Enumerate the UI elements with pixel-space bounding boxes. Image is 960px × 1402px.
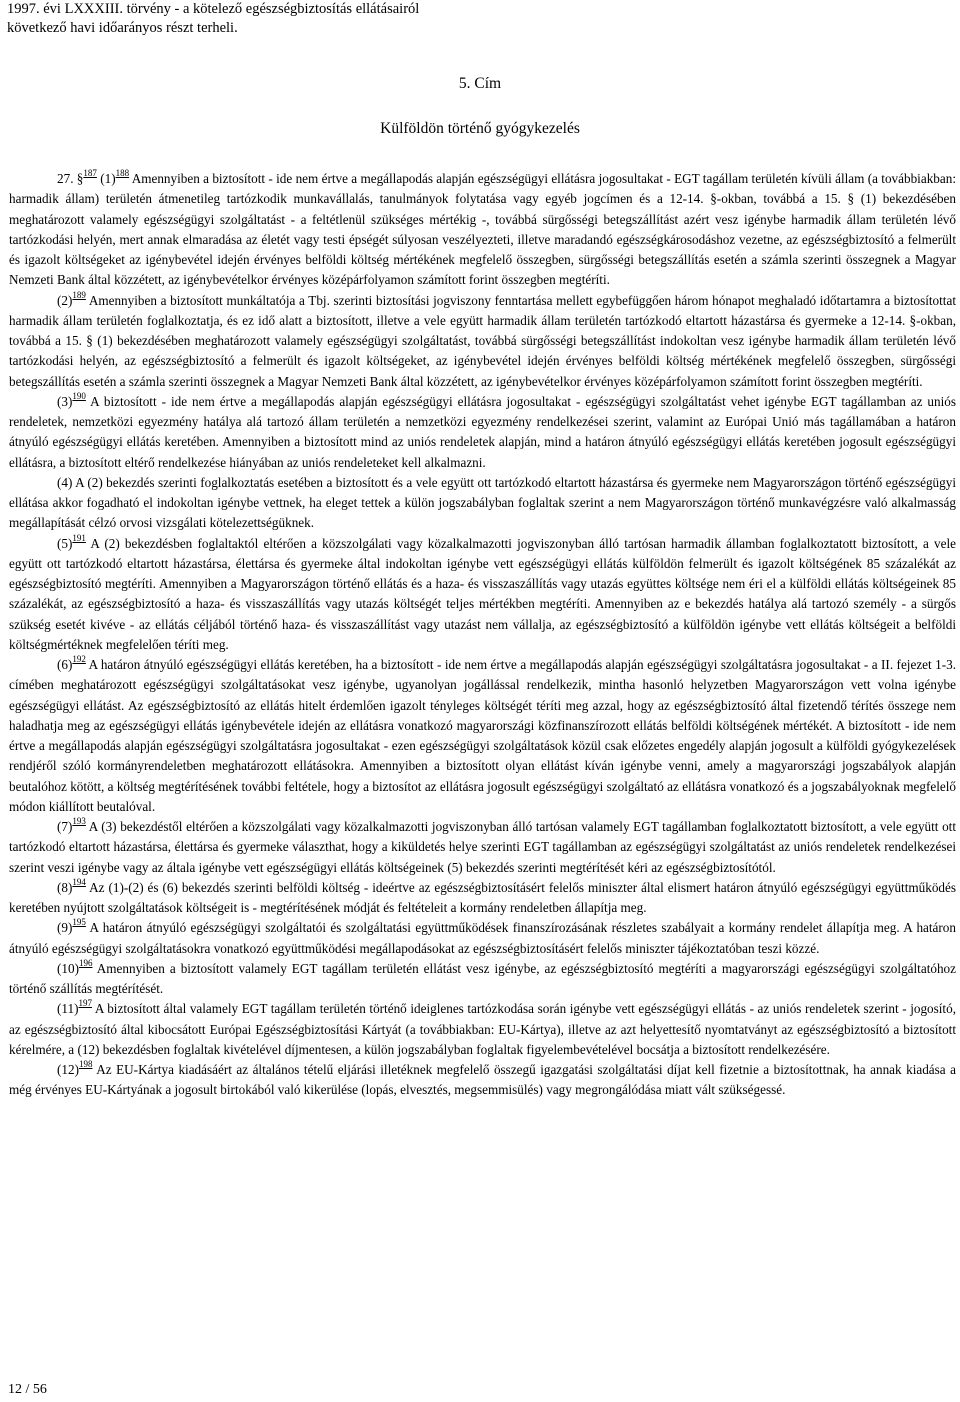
paragraph-prefix: 27. § (57, 171, 84, 186)
footnote-ref[interactable]: 198 (78, 1059, 93, 1069)
paragraph-label: (10) (57, 960, 79, 976)
paragraph-text: Az (1)-(2) és (6) bekezdés szerinti belföldi költség - ideértve az egészségbiztosításért felelős miniszter által elismert határon átnyúló egészségügyi együttműködés keretében nyújtott szolgáltatások költségeit is - megtérítésének módját és feltételeit a kormány rendeletben állapítja meg. (9, 879, 956, 915)
paragraph-text: Az EU-Kártya kiadásáért az általános tételű eljárási illetéknek megfelelő összegű igazgatási szolgáltatási díjat kell fizetnie a biztosítottnak, ha annak kiadása a még érvényes EU-Kártyának a jogosult birtokából való kikerülése (lopás, elvesztés, megsemmisülés) vagy megrongálódása miatt vált szükségessé. (9, 1062, 956, 1098)
paragraph-label: (3) (57, 393, 73, 409)
paragraph-10 (9, 959, 956, 1000)
paragraph-label: (1) (96, 171, 116, 186)
paragraph-text: A biztosított - ide nem értve a megállapodás alapján egészségügyi ellátásra jogosultakat - egészségügyi szolgáltatást vehet igénybe EGT tagállamban az uniós rendeletek, nemzetközi egyezmény hatálya alá tartozó állam területén a nemzetközi egyezmény rendelkezései szerint, valamint az Európai Unió más tagállamában a határon átnyúló egészségügyi ellátás keretében. Amennyiben a biztosított mind az uniós rendeletek alapján, mind a határon átnyúló egészségügyi ellátás keretében jogosult egészségügyi ellátásra, a biztosított eltérő rendelkezése hiányában az uniós rendeleteket kell alkalmazni. (9, 393, 956, 470)
paragraph-text: A határon átnyúló egészségügyi ellátás keretében, ha a biztosított - ide nem értve a megállapodás alapján egészségügyi szolgáltatásra jogosultakat - a II. fejezet 1-3. címében meghatározott egészségügyi szolgáltatásokat vesz igénybe, ugyanolyan jogállással rendelkezik, mintha hasonló helyzetben Magyarországon vett volna igénybe egészségügyi ellátást. Az egészségbiztosító az ellátás hitelt érdemlően igazolt tényleges költségét téríti meg azzal, hogy az egészségbiztosító által fizetendő térítés összege nem haladhatja meg az egészségügyi ellátás igénybevétele idején az ellátásra vonatkozó magyarországi közfinanszírozott ellátás belföldi költségének mértékét. A biztosított - ide nem értve a megállapodás alapján egészségügyi szolgáltatásra jogosultakat - ezen egészségügyi szolgáltatások közül csak előzetes engedély alapján jogosult a külföldi gyógykezelések rendjéről szóló kormányrendeletben meghatározott ellátásokra. Amennyiben a biztosított olyan ellátást kíván igénybe venni, amely a magyarországi jogszabályok alapján beutalóhoz kötött, a költség megtérítésének további feltétele, hogy a biztosítot az ellátásra jogosult egészségügyi szolgáltató az ellátásra vonatkozó és a jogszabályoknak megfelelő módon kiállított beutalóval. (9, 657, 956, 814)
paragraph-1 (9, 169, 956, 291)
footnote-ref[interactable]: 194 (72, 876, 86, 887)
paragraph-text: Amennyiben a biztosított - ide nem értve a megállapodás alapján egészségügyi ellátásra jogosultakat - EGT tagállam területén kívüli állam (a továbbiakban: harmadik állam) területén átmenetileg tartózkodik munkavállalás, tanulmányok folytatása vagy egyéb jogcímen és a 12-14. §-okban, továbbá a 15. § (1) bekezdésében meghatározott valamely egészségügyi szolgáltatást - a feltétlenül szükséges mértékig -, továbbá sürgősségi betegszállítást azért vesz igénybe harmadik állam területén lévő tartózkodási helyén, mert annak elmaradása az életét vagy testi épségét súlyosan veszélyezteti, illetve maradandó egészségkárosodáshoz vezetne, az egészségbiztosító a felmerült és igazolt költségeket az igénybevétel idején érvényes belföldi költség mértékének megfelelő összegben, sürgősségi betegszállítás esetén a számla szerinti összegnek a Magyar Nemzeti Bank által közzétett, az igénybevételkor érvényes középárfolyamon számított forint összegben megtéríti. (9, 171, 956, 288)
paragraph-text: Amennyiben a biztosított valamely EGT tagállam területén ellátást vesz igénybe, az egészségbiztosító megtéríti a magyarországi egészségügyi szolgáltatóhoz történő szállítás megtérítését. (9, 960, 956, 996)
footnote-ref[interactable]: 196 (78, 957, 93, 968)
paragraph-label: (2) (57, 292, 73, 308)
paragraph-label: (4) (57, 474, 73, 490)
footnote-ref[interactable]: 187 (83, 168, 97, 178)
paragraph-label: (7) (57, 819, 73, 834)
document-body (9, 169, 956, 1101)
paragraph-8 (9, 878, 956, 919)
header-line-1: 1997. évi LXXXIII. törvény - a kötelező egészségbiztosítás ellátásairól (7, 1, 420, 17)
paragraph-label: (5) (57, 535, 73, 551)
footnote-ref[interactable]: 190 (72, 390, 86, 401)
paragraph-4 (9, 473, 956, 534)
footnote-ref[interactable]: 189 (72, 289, 86, 300)
footnote-ref[interactable]: 191 (72, 532, 86, 543)
paragraph-text: A (2) bekezdés szerinti foglalkoztatás esetében a biztosított és a vele együtt ott tartózkodó eltartott házastársa és gyermeke nem Magyarországon történő egészségügyi ellátása akkor fogadható el indokoltan igénybe vettnek, ha eleget tettek a külön jogszabályban foglaltak szerint a nem Magyarországon történő munkavégzésre való alkalmasság megállapítását célzó orvosi vizsgálati kötelezettségüknek. (9, 474, 956, 531)
paragraph-12 (9, 1060, 956, 1101)
paragraph-text: A (2) bekezdésben foglaltaktól eltérően a közszolgálati vagy közalkalmazotti jogviszonyban álló tartósan harmadik államban foglalkoztatott biztosított, a vele együtt ott tartózkodó eltartott házastársa, élettársa és gyermeke által indokoltan igénybe vett egészségügyi ellátás külföldön felmerült és igazolt költségének 85 százalékát az egészségbiztosító megtéríti. Amennyiben a Magyarországon történő ellátás és a haza- és visszaszállítás vagy utazás együttes költsége nem éri el a külföldi ellátás költségeinek 85 százalékát, az egészségbiztosító a haza- és visszaszállítás vagy utazás költségét teljes mértékben megtéríti. Amennyiben az e bekezdés hatálya alá tartozó személy - a sürgős szükség esetét kivéve - az ellátás céljából történő haza- és visszaszállítást vagy utazást nem vállalja, az egészségbiztosító a külföldön igénybe vett ellátás költségeit a belföldi költségmértéknek megfelelően téríti meg. (9, 535, 956, 652)
footnote-ref[interactable]: 195 (72, 917, 86, 928)
footnote-ref[interactable]: 188 (115, 168, 130, 178)
paragraph-9 (9, 918, 956, 959)
paragraph-text: Amennyiben a biztosított munkáltatója a Tbj. szerinti biztosítási jogviszony fenntartása mellett egybefüggően három hónapot meghaladó időtartamra a biztosítottat harmadik állam területén foglalkoztatja, és ez idő alatt a biztosított, illetve a vele együtt harmadik állam területén tartózkodó eltartott házastársa és gyermeke a 12-14. §-okban, továbbá a 15. § (1) bekezdésében meghatározott valamely egészségügyi szolgáltatást, továbbá sürgősségi betegszállítást indokoltan vesz igénybe harmadik állam területén lévő tartózkodási helyén, az egészségbiztosító a felmerült és igazolt költségeket, az igénybevétel idején érvényes belföldi költség mértékének megfelelő összegben, sürgősségi betegszállítás esetén a számla szerinti összegnek a Magyar Nemzeti Bank által közzétett, az igénybevételkor érvényes középárfolyamon számított forint összegben megtéríti. (9, 292, 956, 389)
header-line-2: következő havi időarányos részt terheli. (7, 20, 238, 36)
paragraph-label: (11) (57, 1001, 79, 1017)
paragraph-label: (9) (57, 920, 73, 936)
paragraph-6 (9, 655, 956, 817)
paragraph-label: (8) (57, 879, 73, 895)
section-number: 5. Cím (458, 75, 502, 92)
paragraph-11 (9, 999, 956, 1060)
paragraph-label: (6) (57, 657, 73, 672)
footnote-ref[interactable]: 193 (72, 816, 86, 826)
paragraph-label: (12) (57, 1062, 79, 1077)
footnote-ref[interactable]: 192 (72, 654, 86, 664)
paragraph-text: A határon átnyúló egészségügyi szolgáltatói és szolgáltatási együttműködések finanszírozásának részletes szabályait a kormány rendelet állapítja meg. A határon átnyúló egészségügyi szolgáltatásokra vonatkozó együttműködési megállapodásokat az egészségbiztosításért felelős miniszter tájékoztatóban teszi közzé. (9, 920, 956, 956)
paragraph-7 (9, 817, 956, 878)
document-header (7, 0, 419, 38)
footnote-ref[interactable]: 197 (78, 998, 92, 1009)
paragraph-text: A biztosított által valamely EGT tagállam területén történő ideiglenes tartózkodása során igénybe vett egészségügyi ellátás - az uniós rendeletek szerint - jogosító, az egészségbiztosító által kibocsátott Európai Egészségbiztosítási Kártyát (a továbbiakban: EU-Kártya), illetve az azt helyettesítő nyomtatványt az egészségbiztosító a biztosított kérelmére, a (12) bekezdésben foglaltak kivételével díjmentesen, a külön jogszabályban foglaltak figyelembevételével bocsátja a biztosított rendelkezésére. (9, 1001, 956, 1057)
paragraph-3 (9, 392, 956, 473)
section-title: Külföldön történő gyógykezelés (380, 120, 580, 137)
page-number: 12 / 56 (8, 1382, 47, 1397)
paragraph-5 (9, 534, 956, 656)
paragraph-text: A (3) bekezdéstől eltérően a közszolgálati vagy közalkalmazotti jogviszonyban álló tartósan valamely EGT tagállamban foglalkoztatott biztosított, a vele együtt ott tartózkodó eltartott házastársa, élettársa és gyermeke választhat, hogy a kiküldetés helye szerinti EGT tagállamban az egészségügyi szolgáltatást az uniós rendeletek rendelkezései szerint veszi igénybe vagy az általa igénybe vett egészségügyi ellátás költségeinek (5) bekezdés szerinti megtérítését kéri az egészségbiztosítótól. (9, 819, 956, 875)
paragraph-2 (9, 291, 956, 392)
